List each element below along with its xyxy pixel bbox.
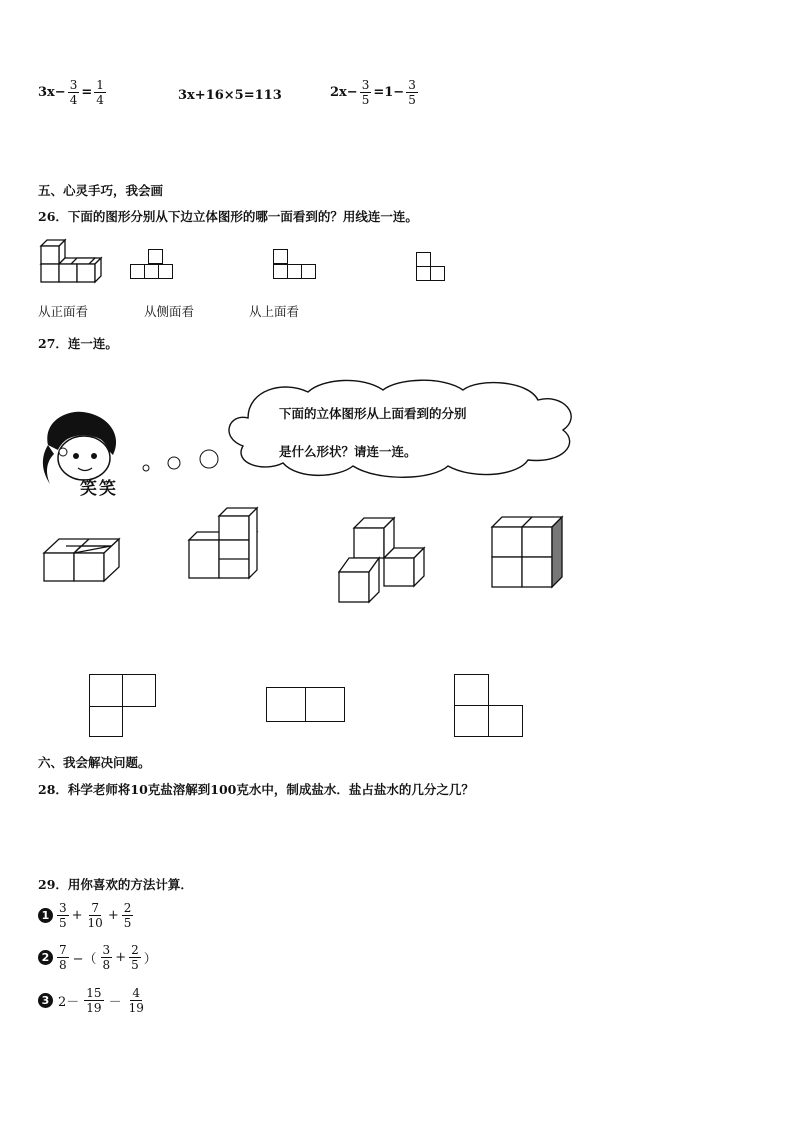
fraction <box>129 943 141 972</box>
numerator: 3 <box>69 78 78 92</box>
q26-view-b-cell <box>273 264 288 279</box>
closing-paren: ） <box>143 952 157 967</box>
fraction <box>406 78 418 107</box>
denominator: 5 <box>408 93 416 107</box>
operator: + <box>115 950 127 965</box>
q26-label-front: 从正面看 <box>38 304 89 319</box>
section-5-heading: 五、心灵手巧，我会画 <box>38 183 164 198</box>
q29-item-1 <box>38 901 135 930</box>
numerator: 7 <box>91 901 99 915</box>
q26-view-a-cell <box>148 249 163 264</box>
denominator: 8 <box>59 958 67 972</box>
bubble-text-line-1: 下面的立体图形从上面看到的分别 <box>279 406 467 421</box>
q27-view-3-cell <box>454 674 489 706</box>
q26-view-b-cell <box>301 264 316 279</box>
leading-term: 2－ <box>58 995 80 1010</box>
q29-item-2 <box>38 943 158 972</box>
denominator: 8 <box>102 958 111 972</box>
numerator: 15 <box>86 986 102 1000</box>
item-number-badge: 3 <box>38 993 53 1008</box>
q27-view-1-cell <box>89 674 123 707</box>
q27-view-2-cell <box>305 687 345 722</box>
question-26-text: 26．下面的图形分别从下边立体图形的哪一面看到的？用线连一连。 <box>38 209 418 224</box>
fraction <box>94 78 106 107</box>
denominator: 4 <box>69 93 78 107</box>
q26-view-c-cell <box>416 252 431 267</box>
equation-1-lhs: 3x− <box>38 85 66 100</box>
fraction <box>86 901 105 930</box>
thought-bubble-dots <box>140 448 230 478</box>
equation-1 <box>38 78 108 107</box>
q27-view-2-cell <box>266 687 306 722</box>
operator: + <box>71 908 83 923</box>
q27-solid-2 <box>189 508 264 583</box>
equation-3 <box>330 78 420 107</box>
denominator: 5 <box>361 93 370 107</box>
thought-bubble-cloud <box>218 378 583 483</box>
q27-view-3-cell <box>488 705 523 737</box>
denominator: 4 <box>96 93 104 107</box>
fraction <box>68 78 80 107</box>
operator: + <box>107 908 119 923</box>
item-number-badge: 2 <box>38 950 53 965</box>
question-27-text: 27．连一连。 <box>38 336 118 351</box>
fraction <box>360 78 372 107</box>
bubble-text-line-2: 是什么形状？请连一连。 <box>279 444 417 459</box>
q26-view-a-cell <box>158 264 173 279</box>
q26-label-side: 从侧面看 <box>144 304 195 319</box>
fraction <box>122 901 134 930</box>
q26-view-b-cell <box>273 249 288 264</box>
q27-solid-3 <box>339 516 424 604</box>
q27-solid-4 <box>492 517 567 589</box>
fraction <box>57 943 69 972</box>
q27-view-1-cell <box>122 674 156 707</box>
denominator: 10 <box>87 916 103 930</box>
q26-view-b-cell <box>287 264 302 279</box>
fraction <box>127 986 146 1015</box>
fraction <box>84 986 103 1015</box>
question-29-text: 29．用你喜欢的方法计算． <box>38 877 193 892</box>
numerator: 4 <box>132 986 141 1000</box>
equation-2 <box>178 88 282 103</box>
q29-item-3 <box>38 986 148 1015</box>
equals-sign: = <box>81 85 93 100</box>
question-28-text: 28．科学老师将10克盐溶解到100克水中，制成盐水．盐占盐水的几分之几？ <box>38 782 474 797</box>
equation-3-lhs: 2x− <box>330 85 358 100</box>
numerator: 3 <box>361 78 370 92</box>
fraction <box>101 943 113 972</box>
denominator: 5 <box>123 916 132 930</box>
numerator: 3 <box>102 943 111 957</box>
numerator: 2 <box>131 943 139 957</box>
denominator: 5 <box>59 916 67 930</box>
numerator: 1 <box>96 78 104 92</box>
q26-label-top: 从上面看 <box>249 304 300 319</box>
numerator: 3 <box>408 78 416 92</box>
denominator: 19 <box>86 1001 102 1015</box>
q26-view-a-cell <box>130 264 145 279</box>
equals-sign: =1− <box>373 85 405 100</box>
q27-solid-1 <box>44 527 126 583</box>
numerator: 2 <box>123 901 132 915</box>
girl-name-label: 笑笑 <box>80 479 118 499</box>
q27-view-3-cell <box>454 705 489 737</box>
numerator: 3 <box>59 901 67 915</box>
operator: － <box>108 995 122 1010</box>
item-number-badge: 1 <box>38 908 53 923</box>
q26-view-c-cell <box>416 266 431 281</box>
operator: −（ <box>72 952 97 967</box>
denominator: 5 <box>131 958 139 972</box>
fraction <box>57 901 69 930</box>
q26-view-a-cell <box>144 264 159 279</box>
numerator: 7 <box>59 943 67 957</box>
q26-view-c-cell <box>430 266 445 281</box>
q27-view-1-cell <box>89 706 123 737</box>
q26-3d-blocks <box>38 240 108 285</box>
denominator: 19 <box>128 1001 144 1015</box>
equation-2-text: 3x+16×5=113 <box>178 88 282 103</box>
section-6-heading: 六、我会解决问题。 <box>38 755 151 770</box>
